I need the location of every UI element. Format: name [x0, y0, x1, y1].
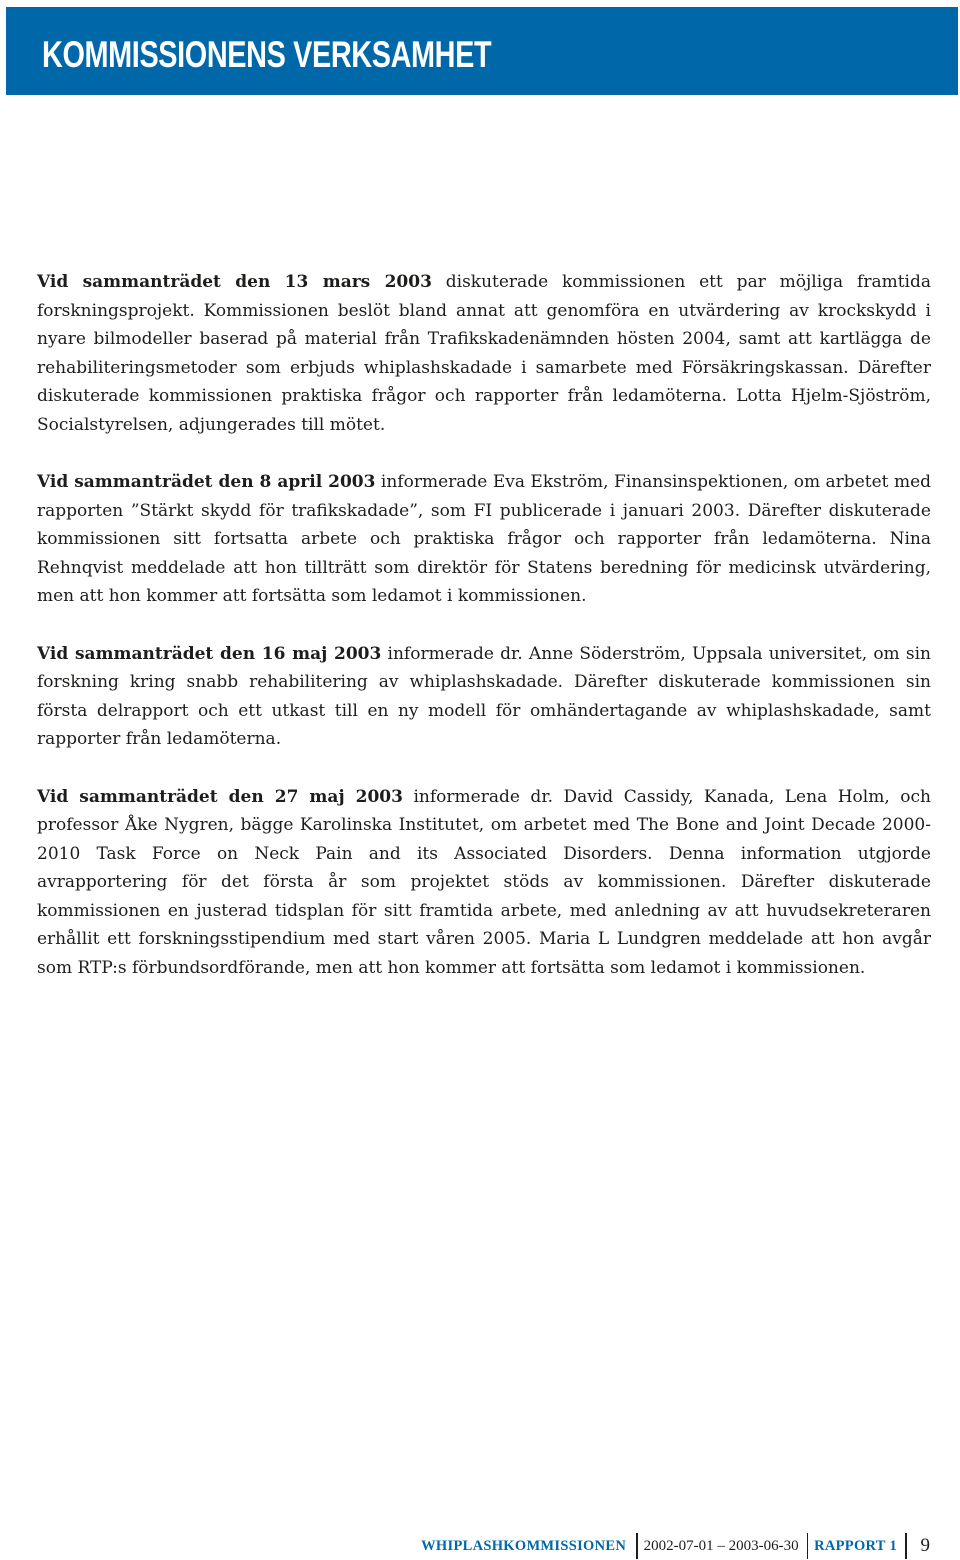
page-footer [421, 1532, 930, 1560]
main-content [37, 268, 931, 1011]
paragraph-meeting-13-mars [37, 268, 931, 439]
footer-organization: WHIPLASHKOMMISSIONEN [421, 1537, 627, 1554]
paragraph-meeting-27-maj [37, 783, 931, 983]
footer-report-label: RAPPORT 1 [814, 1537, 897, 1554]
paragraph-body: diskuterade kommissionen ett par möjliga framtida forskningsprojekt. Kommissionen beslöt bland annat att genomföra en utvärdering av krockskydd i nyare bilmodeller baserad på material från Trafikskadenämnden hösten 2004, samt att kartlägga de rehabiliteringsmetoder som erbjuds whiplashskadade i samarbete med Försäkringskassan. Därefter diskuterade kommissionen praktiska frågor och rapporter från ledamöterna. Lotta Hjelm-Sjöström, Socialstyrelsen, adjungerades till mötet. [37, 272, 931, 435]
paragraph-lead: Vid sammanträdet den 13 mars 2003 [37, 272, 432, 292]
paragraph-lead: Vid sammanträdet den 16 maj 2003 [37, 643, 382, 664]
footer-date-range: 2002-07-01 – 2003-06-30 [643, 1537, 799, 1554]
paragraph-meeting-16-maj [37, 640, 931, 754]
paragraph-lead: Vid sammanträdet den 8 april 2003 [37, 472, 376, 492]
paragraph-body: informerade Eva Ekström, Finansinspektionen, om arbetet med rapporten ”Stärkt skydd för trafikskadade”, som FI publicerade i januari 2003. Därefter diskuterade kommissionen sitt fortsatta arbete och praktiska frågor och rapporter från ledamöterna. Nina Rehnqvist meddelade att hon tillträtt som direktör för Statens beredning för medicinsk utvärdering, men att hon kommer att fortsätta som ledamot i kommissionen. [37, 472, 932, 606]
paragraph-lead: Vid sammanträdet den 27 maj 2003 [37, 786, 403, 807]
paragraph-meeting-8-april [37, 468, 931, 611]
paragraph-body: informerade dr. Anne Söderström, Uppsala universitet, om sin forskning kring snabb rehabilitering av whiplashskadade. Därefter diskuterade kommissionen sin första delrapport och ett utkast till en ny modell för omhändertagande av whiplashskadade, samt rapporter från ledamöterna. [37, 643, 931, 749]
page-title: KOMMISSIONENS VERKSAMHET [42, 34, 492, 75]
paragraph-body: informerade dr. David Cassidy, Kanada, Lena Holm, och professor Åke Nygren, bägge Karolinska Institutet, om arbetet med The Bone and Joint Decade 2000-2010 Task Force on Neck Pain and its Associated Disorders. Denna information utgjorde avrapportering för det första år som projektet stöds av kommissionen. Därefter diskuterade kommissionen en justerad tidsplan för sitt framtida arbete, med anledning av att huvudsekreteraren erhållit ett forskningsstipendium med start våren 2005. Maria L Lundgren meddelade att hon avgår som RTP:s förbundsordförande, men att hon kommer att fortsätta som ledamot i kommissionen. [37, 786, 931, 978]
header-band [6, 7, 958, 95]
page-number: 9 [920, 1535, 930, 1556]
